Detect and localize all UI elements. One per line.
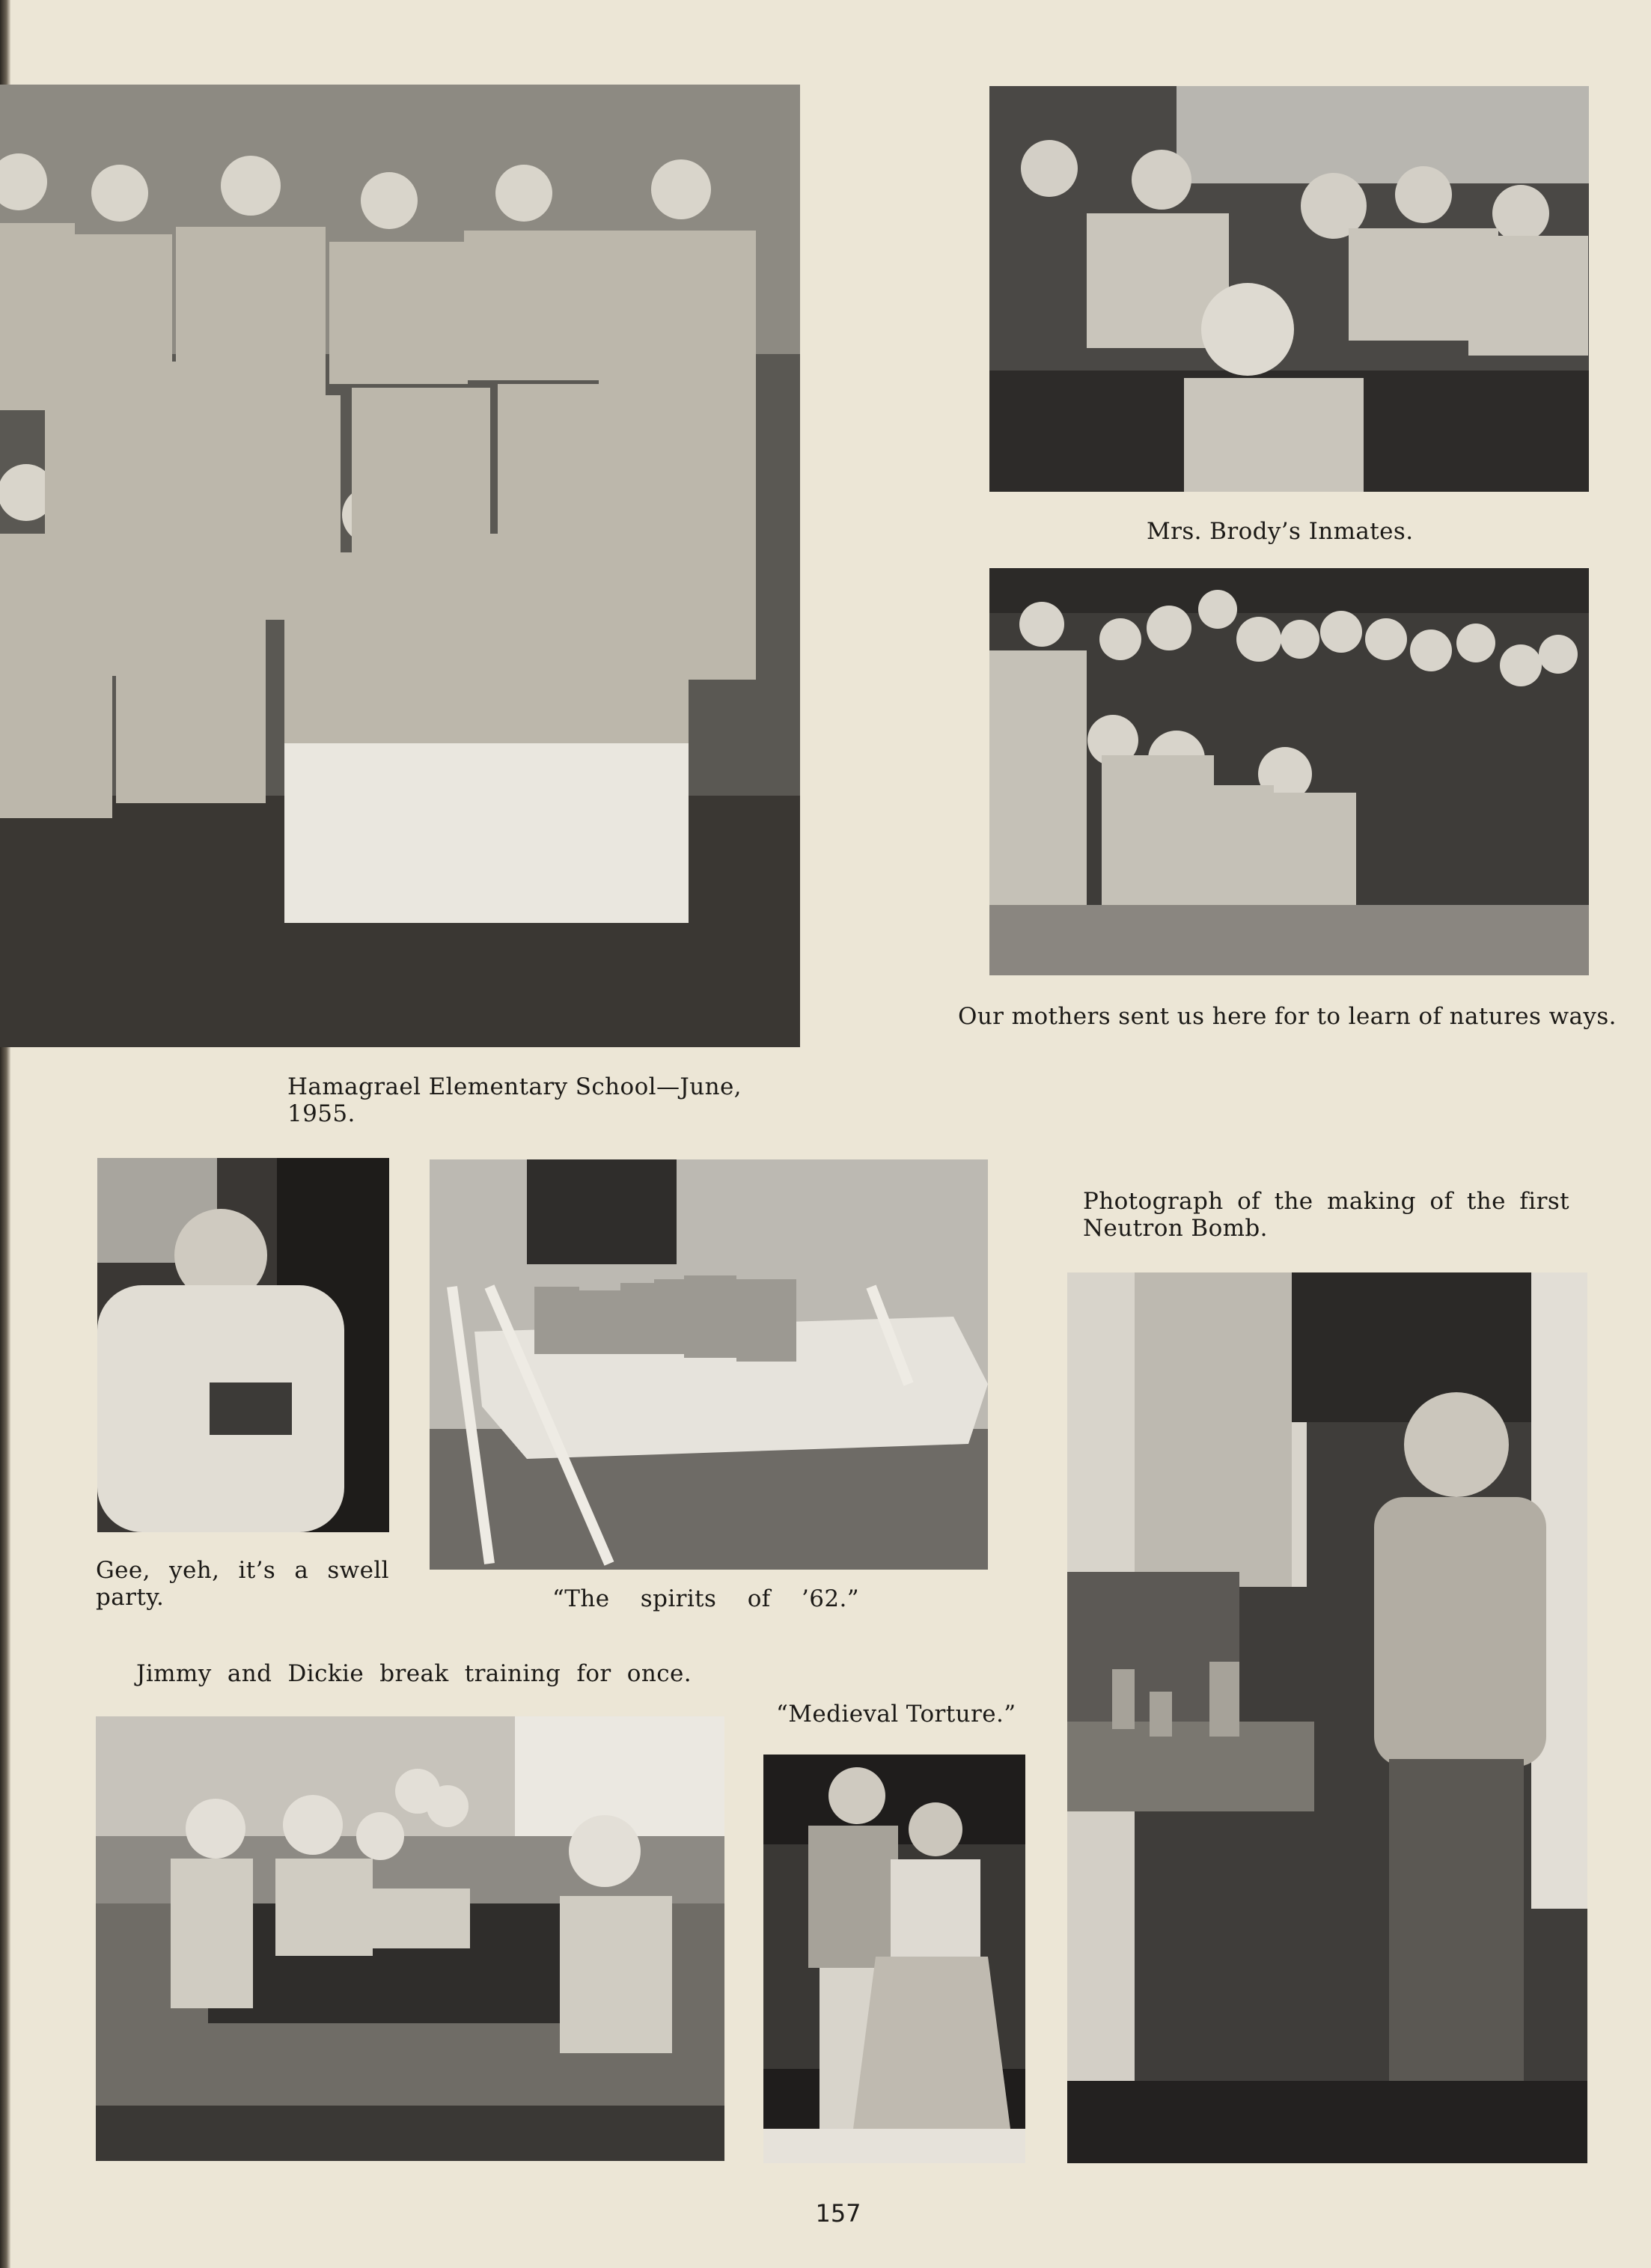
scouts-photo-caption: Our mothers sent us here for to learn of natures ways. — [958, 1003, 1617, 1030]
party-boy-photo-caption: Gee, yeh, it’s a swell party. — [96, 1557, 389, 1611]
neutron-bomb-photo-caption: Photograph of the making of the first Neutron Bomb. — [1083, 1188, 1569, 1242]
neutron-bomb-photo — [1067, 1272, 1587, 2163]
kitchen-table-photo — [430, 1159, 988, 1570]
scouts-photo — [989, 568, 1589, 975]
class-photo-caption: Hamagrael Elementary School—June, 1955. — [287, 1073, 742, 1127]
page-number: 157 — [815, 2199, 861, 2228]
dance-photo — [763, 1755, 1025, 2163]
picnic-photo — [96, 1716, 724, 2161]
kitchen-table-photo-caption: “The spirits of ’62.” — [552, 1585, 859, 1612]
picnic-photo-caption: Jimmy and Dickie break training for once. — [136, 1660, 692, 1687]
party-boy-photo — [97, 1158, 389, 1532]
dance-photo-caption: “Medieval Torture.” — [776, 1701, 1016, 1728]
class-photo — [0, 85, 800, 1047]
classroom-photo-caption: Mrs. Brody’s Inmates. — [1147, 518, 1414, 545]
classroom-photo — [989, 86, 1589, 492]
